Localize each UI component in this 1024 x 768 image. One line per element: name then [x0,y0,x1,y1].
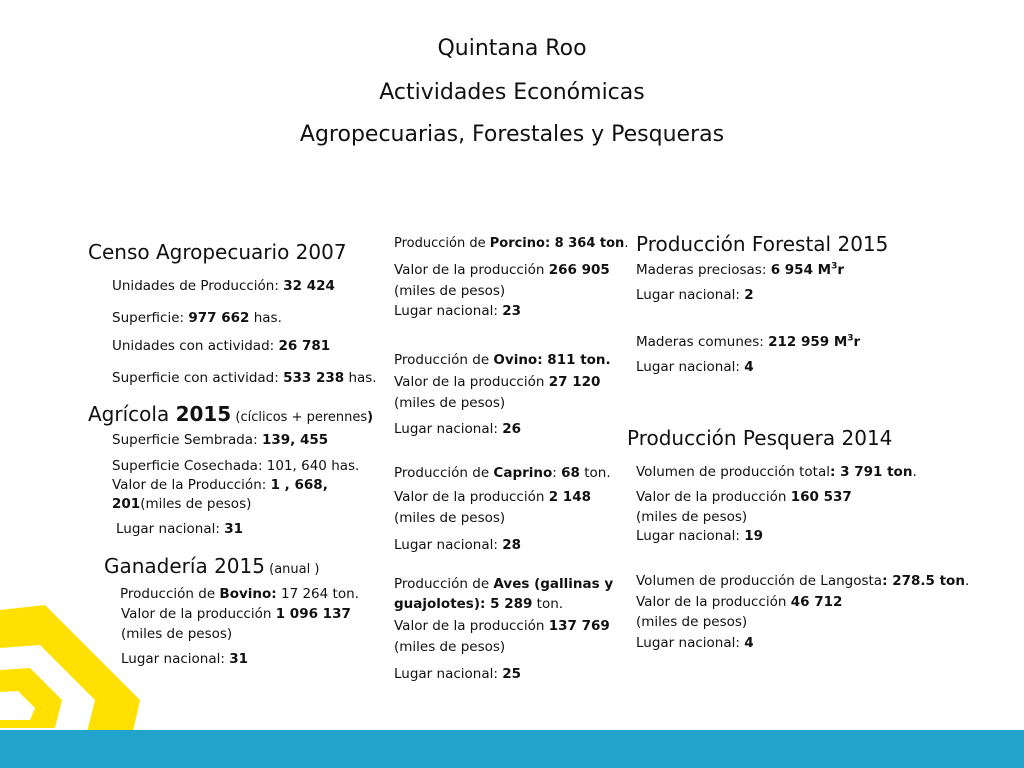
agricola-valor-cont: 201(miles de pesos) [112,496,252,512]
bottom-blue-bar [0,730,1024,768]
agricola-title: Agrícola 2015 (cíclicos + perennes) [88,402,374,426]
forestal-comunes: Maderas comunes: 212 959 $M^3r$ [636,333,861,350]
ovino-valor: Valor de la producción 27 120 [394,374,601,390]
caprino-lugar: Lugar nacional: 28 [394,537,522,553]
ovino-lugar: Lugar nacional: 26 [394,421,522,437]
pesquera-valor: Valor de la producción 160 537 [636,489,852,505]
pesquera-unit: (miles de pesos) [636,509,748,525]
censo-superficie: Superficie: 977 662 has. [112,310,282,326]
agricola-valor: Valor de la Producción: 1 , 668, [112,477,328,493]
pesquera-langosta: Volumen de producción de Langosta: 278.5 ton. [636,573,970,589]
censo-unidades: Unidades de Producción: 32 424 [112,278,335,294]
pesquera-valor-2: Valor de la producción 46 712 [636,594,843,610]
ovino-unit: (miles de pesos) [394,395,506,411]
caprino-produccion: Producción de Caprino: 68 ton. [394,465,611,481]
pesquera-title: Producción Pesquera 2014 [627,426,893,450]
ganaderia-valor: Valor de la producción 1 096 137 [121,606,351,622]
forestal-preciosas: Maderas preciosas: 6 954 $M^3r$ [636,261,845,278]
porcino-lugar: Lugar nacional: 23 [394,303,522,319]
agricola-cosechada: Superficie Cosechada: 101, 640 has. [112,458,360,474]
censo-superficie-actividad: Superficie con actividad: 533 238 has. [112,370,377,386]
aves-produccion-cont: guajolotes): 5 289 ton. [394,596,564,612]
pesquera-lugar-2: Lugar nacional: 4 [636,635,754,651]
caprino-valor: Valor de la producción 2 148 [394,489,591,505]
agricola-lugar: Lugar nacional: 31 [116,521,244,537]
pesquera-unit-2: (miles de pesos) [636,614,748,630]
aves-produccion: Producción de Aves (gallinas y [394,576,614,592]
caprino-unit: (miles de pesos) [394,510,506,526]
porcino-unit: (miles de pesos) [394,283,506,299]
censo-unidades-actividad: Unidades con actividad: 26 781 [112,338,331,354]
ganaderia-bovino: Producción de Bovino: 17 264 ton. [120,586,359,602]
porcino-valor: Valor de la producción 266 905 [394,262,610,278]
forestal-lugar-2: Lugar nacional: 4 [636,359,754,375]
ganaderia-title: Ganadería 2015 (anual ) [104,554,320,578]
forestal-title: Producción Forestal 2015 [636,232,889,256]
pesquera-volumen: Volumen de producción total: 3 791 ton. [636,464,917,480]
ganaderia-lugar: Lugar nacional: 31 [121,651,249,667]
aves-lugar: Lugar nacional: 25 [394,666,522,682]
censo-title: Censo Agropecuario 2007 [88,240,347,264]
title-line-1: Quintana Roo [437,36,587,61]
aves-valor: Valor de la producción 137 769 [394,618,610,634]
agricola-sembrada: Superficie Sembrada: 139, 455 [112,432,329,448]
ovino-produccion: Producción de Ovino: 811 ton. [394,352,611,368]
aves-unit: (miles de pesos) [394,639,506,655]
forestal-lugar-1: Lugar nacional: 2 [636,287,754,303]
ganaderia-unit: (miles de pesos) [121,626,233,642]
pesquera-lugar-1: Lugar nacional: 19 [636,528,764,544]
porcino-produccion: Producción de Porcino: 8 364 ton. [394,236,629,251]
title-line-3: Agropecuarias, Forestales y Pesqueras [299,122,725,147]
title-line-2: Actividades Económicas [379,80,645,105]
